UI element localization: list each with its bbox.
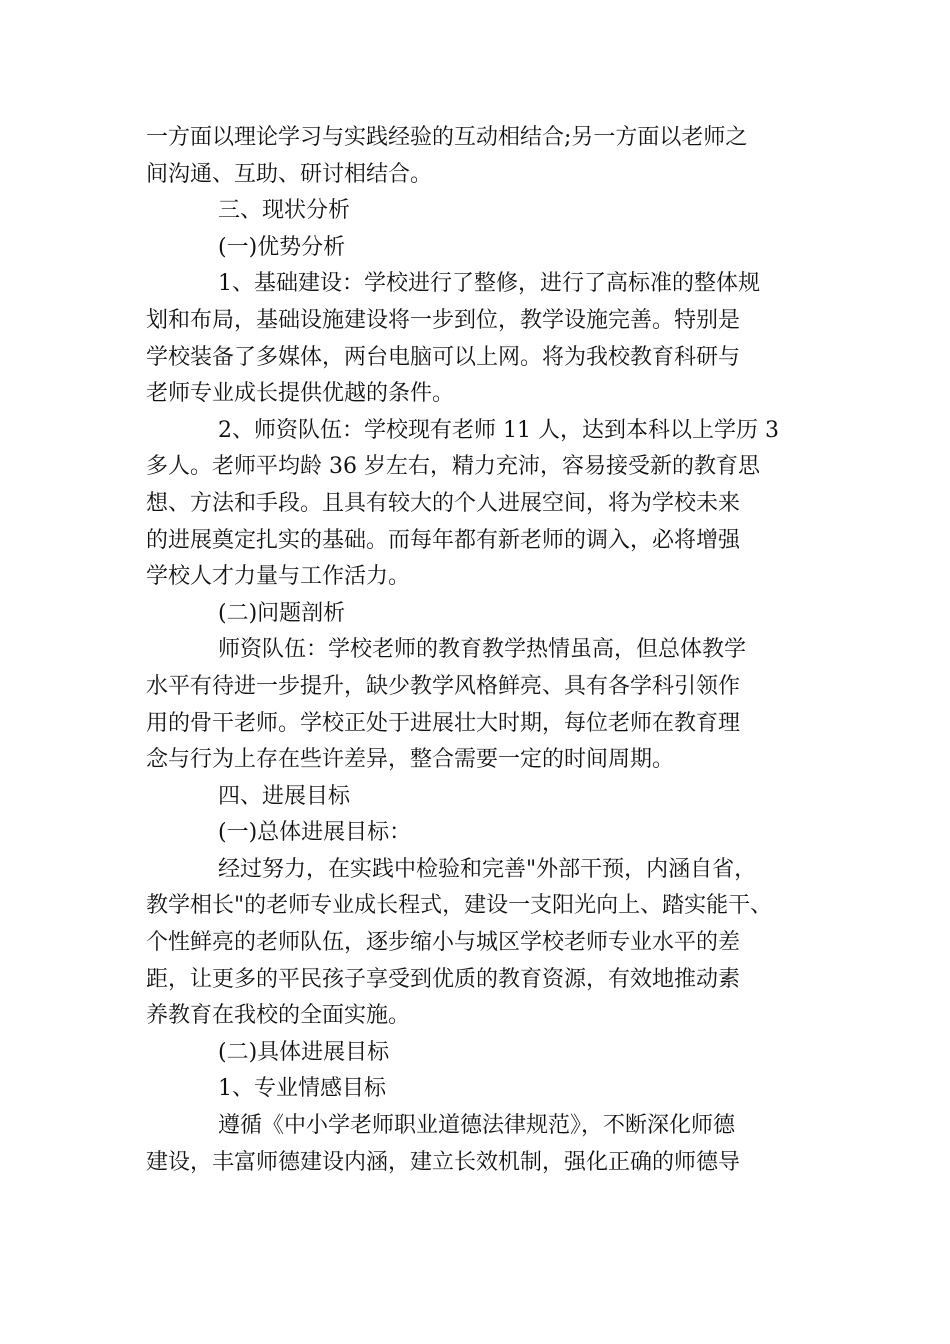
text-line: 2、师资队伍：学校现有老师 11 人，达到本科以上学历 3 xyxy=(218,417,779,443)
text-line: 距，让更多的平民孩子享受到优质的教育资源，有效地推动素 xyxy=(146,966,741,992)
text-line: 用的骨干老师。学校正处于进展壮大时期，每位老师在教育理 xyxy=(146,710,741,736)
text-line: 教学相长"的老师专业成长程式，建设一支阳光向上、踏实能干、 xyxy=(146,893,773,919)
text-line: 学校装备了多媒体，两台电脑可以上网。将为我校教育科研与 xyxy=(146,344,741,370)
text-line: 遵循《中小学老师职业道德法律规范》，不断深化师德 xyxy=(218,1113,736,1139)
text-line: 个性鲜亮的老师队伍，逐步缩小与城区学校老师专业水平的差 xyxy=(146,930,741,956)
text-line: 间沟通、互助、研讨相结合。 xyxy=(146,161,433,187)
text-line: 老师专业成长提供优越的条件。 xyxy=(146,381,455,407)
text-line: 三、现状分析 xyxy=(218,198,351,224)
text-line: 师资队伍：学校老师的教育教学热情虽高，但总体教学 xyxy=(218,637,747,663)
text-line: 经过努力，在实践中检验和完善"外部干预，内涵自省， xyxy=(218,856,757,882)
text-line: (一)总体进展目标： xyxy=(218,820,412,846)
text-line: 学校人才力量与工作活力。 xyxy=(146,564,411,590)
text-line: 想、方法和手段。且具有较大的个人进展空间，将为学校未来 xyxy=(146,490,741,516)
text-line: 多人。老师平均龄 36 岁左右，精力充沛，容易接受新的教育思 xyxy=(146,454,760,480)
text-line: 1、专业情感目标 xyxy=(218,1076,386,1102)
text-line: 养教育在我校的全面实施。 xyxy=(146,1003,411,1029)
text-line: 建设，丰富师德建设内涵，建立长效机制，强化正确的师德导 xyxy=(146,1149,741,1175)
text-line: 1、基础建设：学校进行了整修，进行了高标准的整体规 xyxy=(218,271,760,297)
text-line: 的进展奠定扎实的基础。而每年都有新老师的调入，必将增强 xyxy=(146,527,741,553)
text-line: 水平有待进一步提升，缺少教学风格鲜亮、具有各学科引领作 xyxy=(146,673,741,699)
text-line: 一方面以理论学习与实践经验的互动相结合;另一方面以老师之 xyxy=(146,125,748,150)
text-line: (二)具体进展目标 xyxy=(218,1039,390,1065)
text-line: (一)优势分析 xyxy=(218,234,346,260)
text-line: 念与行为上存在些许差异，整合需要一定的时间周期。 xyxy=(146,747,675,773)
document-body xyxy=(146,120,806,1181)
text-line: (二)问题剖析 xyxy=(218,600,346,626)
text-line: 划和布局，基础设施建设将一步到位，教学设施完善。特别是 xyxy=(146,307,741,333)
text-line: 四、进展目标 xyxy=(218,783,351,809)
